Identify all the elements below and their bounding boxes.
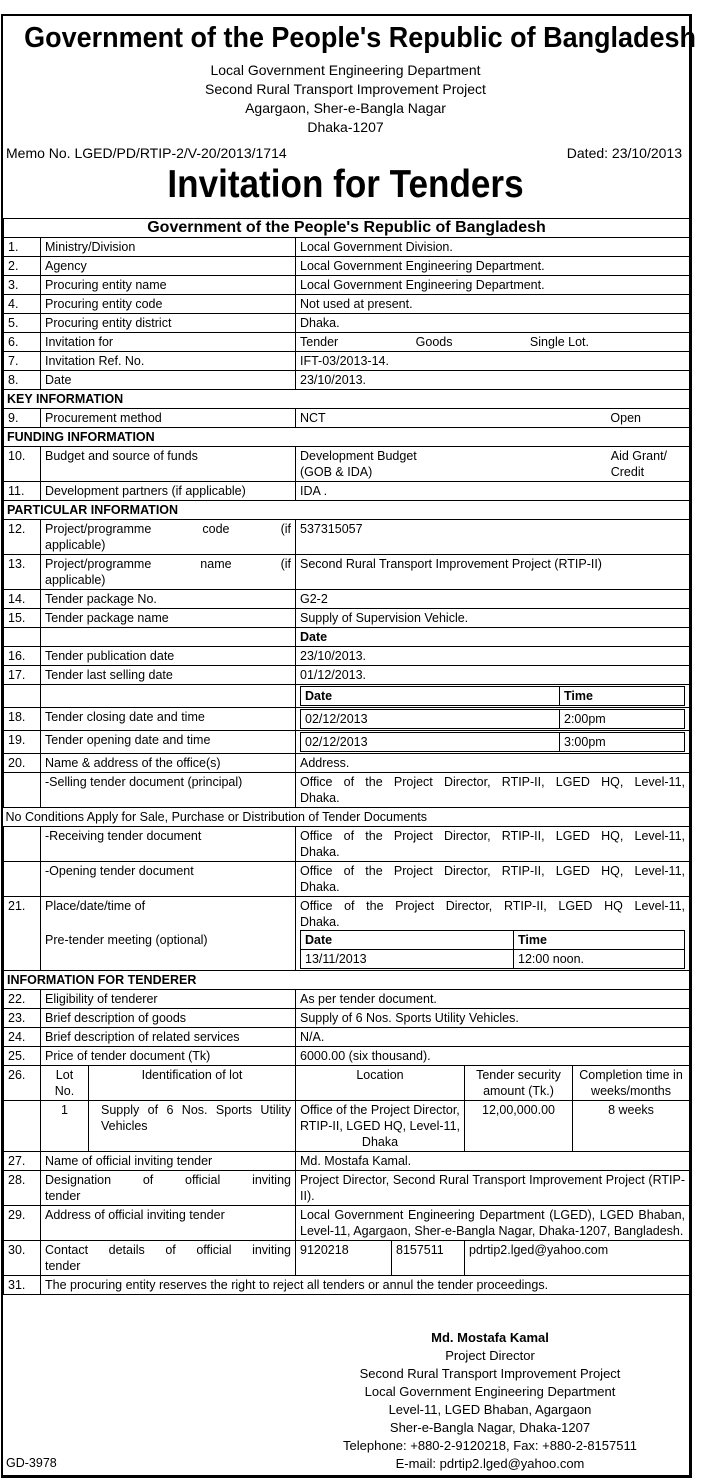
table-row: 8. Date 23/10/2013. [4, 371, 690, 390]
table-row: Date [4, 628, 690, 647]
signatory-title: Project Director [445, 1348, 535, 1363]
table-row: -Selling tender document (principal) Office of the Project Director, RTIP-II, LGED HQ, Level-11, Dhaka. [4, 773, 690, 808]
address-line-1: Agargaon, Sher-e-Bangla Nagar [245, 100, 446, 116]
section-heading: FUNDING INFORMATION [4, 428, 690, 447]
table-row: 6. Invitation for Tender Goods Single Lot. [4, 333, 690, 352]
table-row: 21. Place/date/time of Pre-tender meeting (optional) Office of the Project Director, RTIP-II, LGED HQ Level-11, Dhaka. Date Time 13/11/2013 12:00 noon. [4, 897, 690, 971]
memo-number: Memo No. LGED/PD/RTIP-2/V-20/2013/1714 [6, 145, 287, 161]
government-heading: Government of the People's Republic of Bangladesh [24, 22, 696, 54]
section-heading: PARTICULAR INFORMATION [4, 501, 690, 520]
table-row: 17. Tender last selling date 01/12/2013. [4, 666, 690, 685]
table-row: 25. Price of tender document (Tk) 6000.00 (six thousand). [4, 1047, 690, 1066]
signatory-address-2: Sher-e-Bangla Nagar, Dhaka-1207 [389, 1420, 591, 1435]
table-row: 2. Agency Local Government Engineering Department. [4, 257, 690, 276]
table-row: 22. Eligibility of tenderer As per tender document. [4, 990, 690, 1009]
table-row: 15. Tender package name Supply of Supervision Vehicle. [4, 609, 690, 628]
table-row: 9. Procurement method NCT Open [4, 409, 690, 428]
table-row: -Opening tender document Office of the Project Director, RTIP-II, LGED HQ, Level-11, Dhaka. [4, 862, 690, 897]
project-line: Second Rural Transport Improvement Project [205, 81, 486, 97]
tender-table [3, 218, 690, 1295]
table-row: 28. Designation of official inviting tender Project Director, Second Rural Transport Improvement Project (RTIP-II). [4, 1171, 690, 1206]
table-row: 20. Name & address of the office(s) Address. [4, 754, 690, 773]
section-heading: KEY INFORMATION [4, 390, 690, 409]
signatory-email: E-mail: pdrtip2.lged@yahoo.com [395, 1456, 585, 1471]
document-title: Invitation for Tenders [167, 163, 524, 206]
table-row: 31. The procuring entity reserves the right to reject all tenders or annul the tender proceedings. [4, 1276, 690, 1295]
table-row: 23. Brief description of goods Supply of 6 Nos. Sports Utility Vehicles. [4, 1009, 690, 1028]
table-title: Government of the People's Republic of Bangladesh [4, 219, 690, 238]
section-heading: INFORMATION FOR TENDERER [4, 971, 690, 990]
table-row: 10. Budget and source of funds Development Budget (GOB & IDA) Aid Grant/ Credit [4, 447, 690, 482]
table-row: 30. Contact details of official inviting tender 9120218 8157511 pdrtip2.lged@yahoo.com [4, 1241, 690, 1276]
table-row: 27. Name of official inviting tender Md. Mostafa Kamal. [4, 1152, 690, 1171]
table-row: 5. Procuring entity district Dhaka. [4, 314, 690, 333]
signatory-project: Second Rural Transport Improvement Project [359, 1366, 621, 1381]
department-line: Local Government Engineering Department [210, 62, 481, 78]
signatory-name: Md. Mostafa Kamal [431, 1330, 549, 1345]
table-row: 7. Invitation Ref. No. IFT-03/2013-14. [4, 352, 690, 371]
table-row: 29. Address of official inviting tender Local Government Engineering Department (LGED), LGED Bhaban, Level-11, Agargaon, Sher-e-Bangla Nagar, Dhaka-1207, Bangladesh. [4, 1206, 690, 1241]
table-row: 18. Tender closing date and time 02/12/2013 2:00pm [4, 708, 690, 731]
table-row: Date Time [4, 685, 690, 708]
address-line-2: Dhaka-1207 [307, 119, 384, 135]
table-row: 14. Tender package No. G2-2 [4, 590, 690, 609]
table-row: 3. Procuring entity name Local Government Engineering Department. [4, 276, 690, 295]
table-row: -Receiving tender document Office of the Project Director, RTIP-II, LGED HQ, Level-11, Dhaka. [4, 827, 690, 862]
table-row: 19. Tender opening date and time 02/12/2013 3:00pm [4, 731, 690, 754]
table-row: 4. Procuring entity code Not used at present. [4, 295, 690, 314]
signatory-phone: Telephone: +880-2-9120218, Fax: +880-2-8157511 [343, 1438, 637, 1453]
no-conditions-note: No Conditions Apply for Sale, Purchase or Distribution of Tender Documents [4, 808, 690, 827]
lot-table-header: 26. Lot No. Identification of lot Location Tender security amount (Tk.) Completion time in weeks/months [4, 1066, 690, 1101]
table-row: 16. Tender publication date 23/10/2013. [4, 647, 690, 666]
table-row: 12. Project/programme code (if applicable) 537315057 [4, 520, 690, 555]
table-row: 24. Brief description of related services N/A. [4, 1028, 690, 1047]
table-row: 11. Development partners (if applicable) IDA . [4, 482, 690, 501]
signatory-department: Local Government Engineering Department [364, 1384, 616, 1399]
table-row: 13. Project/programme name (if applicable) Second Rural Transport Improvement Project (RTIP-II) [4, 555, 690, 590]
lot-table-row: 1 Supply of 6 Nos. Sports Utility Vehicles Office of the Project Director, RTIP-II, LGED HQ, Level-11, Dhaka 12,00,000.00 8 weeks [4, 1101, 690, 1152]
memo-date: Dated: 23/10/2013 [566, 145, 682, 161]
publication-code: GD-3978 [6, 1456, 57, 1470]
table-row: 1. Ministry/Division Local Government Division. [4, 238, 690, 257]
signatory-address-1: Level-11, LGED Bhaban, Agargaon [388, 1402, 592, 1417]
